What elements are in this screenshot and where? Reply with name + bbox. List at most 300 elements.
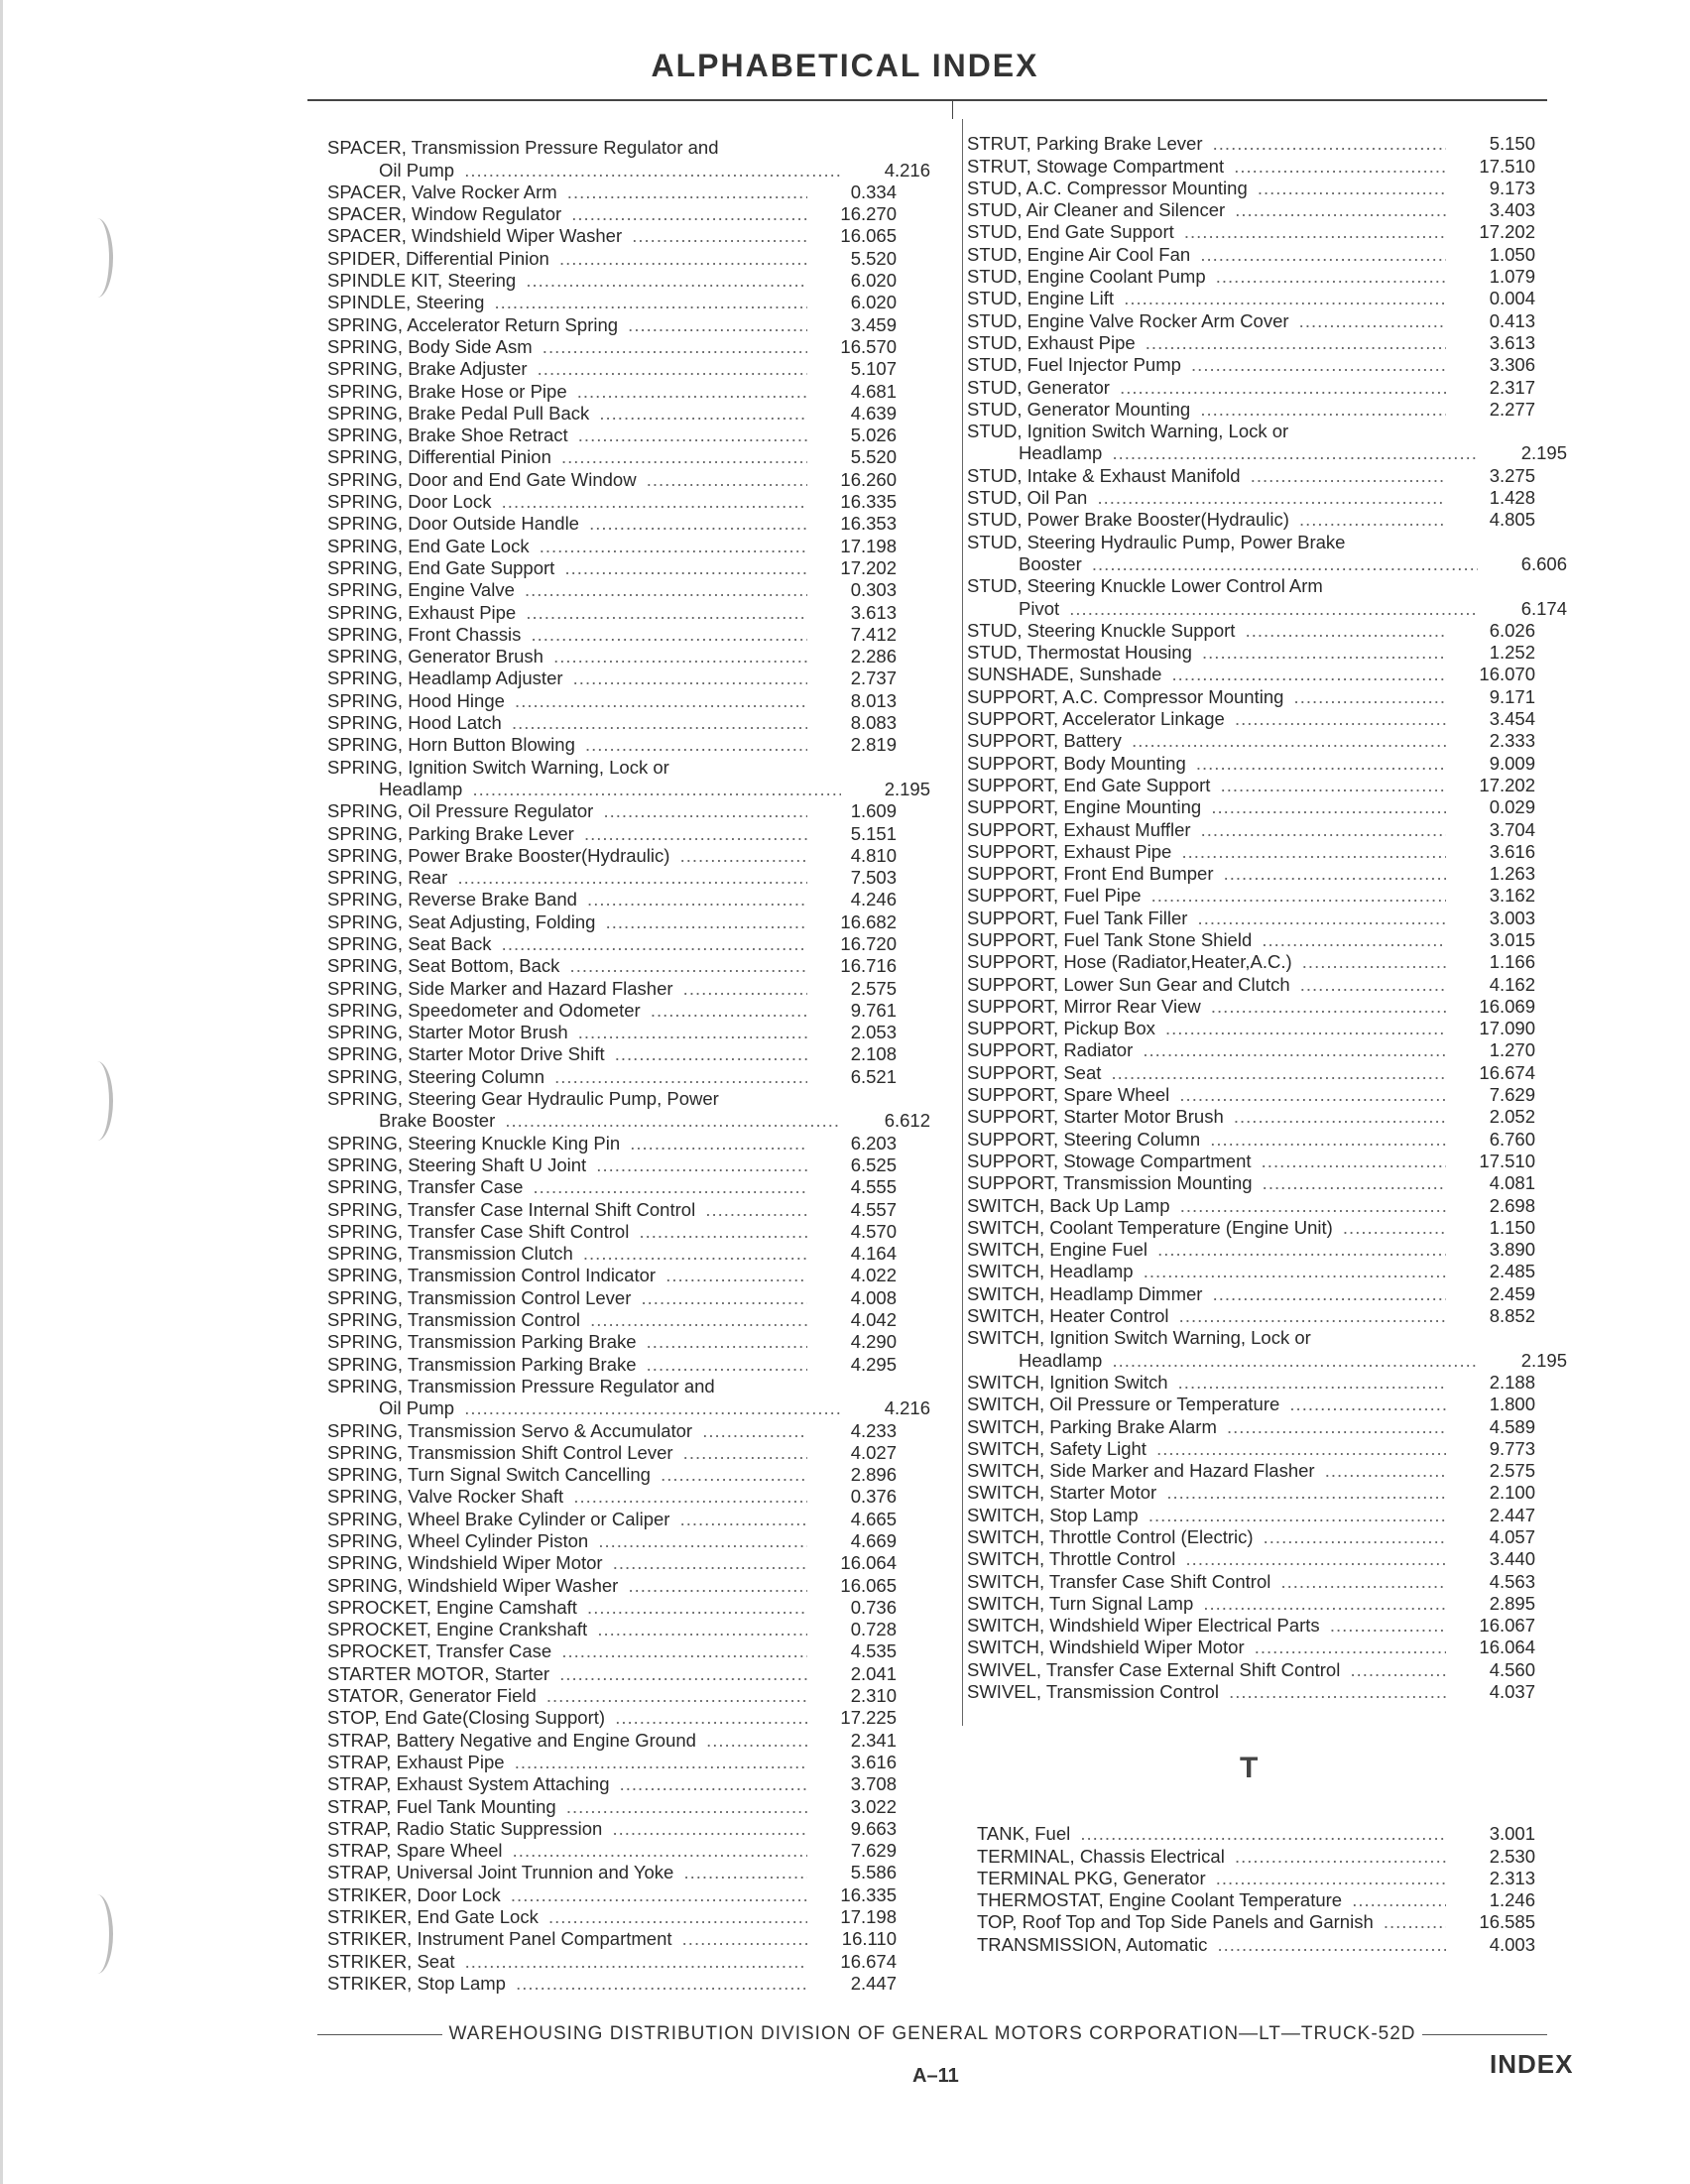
- index-entry-label: TERMINAL, Chassis Electrical: [977, 1846, 1229, 1867]
- index-entry-label: SUPPORT, Accelerator Linkage: [967, 708, 1229, 729]
- index-entry-page-ref: 4.665: [850, 1508, 897, 1529]
- index-entry-label: STRAP, Radio Static Suppression: [327, 1818, 606, 1839]
- index-entry: [327, 557, 930, 579]
- index-entry-name: [967, 133, 1446, 155]
- index-entry-name: [327, 1509, 807, 1530]
- index-entry-label: SUPPORT, Hose (Radiator,Heater,A.C.): [967, 951, 1296, 972]
- index-entry-label: Headlamp: [1019, 442, 1106, 463]
- index-entry-page-ref: 17.090: [1479, 1018, 1535, 1039]
- index-entry: [967, 1548, 1567, 1570]
- index-entry-page-ref: 2.052: [1489, 1106, 1535, 1128]
- index-entry: [967, 620, 1567, 642]
- index-entry: [967, 309, 1567, 331]
- index-entry: [967, 221, 1567, 243]
- index-entry-page-ref: 4.681: [850, 380, 897, 402]
- index-entry: [327, 468, 930, 490]
- index-entry: [967, 288, 1567, 309]
- index-entry-label: STOP, End Gate(Closing Support): [327, 1707, 609, 1728]
- index-entry-page-ref: 6.174: [1520, 597, 1567, 619]
- index-entry-name: [327, 1840, 807, 1862]
- index-entry-page-ref: 3.275: [1489, 464, 1535, 486]
- index-entry-name: [967, 598, 1478, 620]
- index-entry-page-ref: 3.616: [1489, 840, 1535, 862]
- index-entry-name: [967, 708, 1446, 730]
- index-entry-page-ref: 0.376: [850, 1486, 897, 1508]
- index-entry-label: STRAP, Spare Wheel: [327, 1840, 507, 1861]
- index-entry-name: [327, 955, 807, 977]
- index-entry-label: SUPPORT, Body Mounting: [967, 753, 1190, 774]
- index-entry-label: SPRING, Transfer Case Shift Control: [327, 1221, 633, 1242]
- index-entry-name: [967, 1172, 1446, 1194]
- index-entry-name: [327, 1176, 807, 1198]
- index-entry-page-ref: 8.083: [850, 712, 897, 734]
- index-entry: [327, 270, 930, 292]
- index-entry: [327, 756, 930, 778]
- index-entry: [327, 1883, 930, 1905]
- index-entry-label: STRIKER, Instrument Panel Compartment: [327, 1928, 676, 1949]
- index-entry-name: [327, 1973, 807, 1995]
- index-entry-label: STUD, Engine Air Cool Fan: [967, 244, 1194, 265]
- index-entry-page-ref: 4.639: [850, 402, 897, 424]
- index-entry-name: [327, 314, 807, 336]
- index-entry-page-ref: 4.555: [850, 1176, 897, 1198]
- index-entry-name: [327, 1640, 807, 1662]
- index-entry: [967, 133, 1567, 155]
- index-entry-name: [967, 951, 1446, 973]
- index-entry-name: [327, 1707, 807, 1729]
- index-entry: [967, 863, 1567, 885]
- index-entry-page-ref: 7.503: [850, 867, 897, 889]
- index-entry: [327, 535, 930, 556]
- index-entry: [967, 1372, 1567, 1394]
- index-entry: [967, 354, 1567, 376]
- index-entry-label: SUPPORT, Fuel Tank Stone Shield: [967, 929, 1256, 950]
- index-entry: [327, 624, 930, 646]
- index-entry-page-ref: 16.110: [841, 1928, 897, 1950]
- index-entry: [327, 1442, 930, 1464]
- index-entry-name: [967, 1482, 1446, 1504]
- index-entry-label: SPRING, Valve Rocker Shaft: [327, 1486, 567, 1507]
- index-entry-label: SWITCH, Oil Pressure or Temperature: [967, 1394, 1283, 1414]
- index-entry: [327, 137, 930, 159]
- index-entry-label: SPRING, Brake Adjuster: [327, 358, 532, 379]
- index-entry-page-ref: 9.761: [850, 999, 897, 1021]
- index-entry-label: STRIKER, Seat: [327, 1951, 459, 1972]
- index-entry: [967, 597, 1567, 619]
- index-entry-page-ref: 1.263: [1489, 863, 1535, 885]
- index-entry: [967, 553, 1567, 575]
- index-entry: [967, 1172, 1567, 1194]
- index-entry-label: SPRING, Hood Latch: [327, 712, 506, 733]
- index-entry-name: [967, 1018, 1446, 1039]
- index-entry-name: [967, 974, 1446, 996]
- index-entry: [327, 800, 930, 822]
- index-entry-name: [327, 911, 807, 933]
- index-entry-name: [327, 358, 807, 380]
- index-entry: [327, 1176, 930, 1198]
- index-entry-name: [967, 1637, 1446, 1658]
- index-entry: [967, 1615, 1567, 1637]
- index-entry: [327, 1552, 930, 1574]
- index-entry-name: [967, 1305, 1446, 1327]
- index-entry-name: [967, 1526, 1446, 1548]
- index-entry: [327, 1110, 930, 1132]
- index-entry: [327, 779, 930, 800]
- index-entry-name: [327, 867, 807, 889]
- index-entry-name: [327, 1000, 807, 1022]
- index-entry-label: SUPPORT, Stowage Compartment: [967, 1151, 1256, 1171]
- index-entry-name: [977, 1868, 1446, 1889]
- column-divider: [962, 119, 963, 1726]
- index-entry-page-ref: 6.606: [1520, 552, 1567, 574]
- index-entry-page-ref: 3.454: [1489, 708, 1535, 730]
- index-entry-name: [967, 553, 1478, 575]
- index-entry-label: SWITCH, Stop Lamp: [967, 1505, 1143, 1525]
- index-entry-label: THERMOSTAT, Engine Coolant Temperature: [977, 1889, 1346, 1910]
- index-entry: [327, 336, 930, 358]
- index-entry-label: SPRING, Exhaust Pipe: [327, 602, 520, 623]
- index-entry: [967, 1570, 1567, 1592]
- index-entry-page-ref: 4.164: [850, 1243, 897, 1265]
- index-entry-label: SPRING, Transfer Case: [327, 1176, 527, 1197]
- index-entry-page-ref: 7.629: [850, 1840, 897, 1862]
- index-entry-page-ref: 2.819: [850, 734, 897, 756]
- index-entry-name: [327, 734, 807, 756]
- index-entry-label: SPRING, Brake Shoe Retract: [327, 425, 572, 445]
- index-entry-name: [327, 1331, 807, 1353]
- index-entry-page-ref: 5.520: [850, 446, 897, 468]
- index-entry: [327, 1397, 930, 1419]
- index-entry-name: [967, 1239, 1446, 1261]
- index-entry: [967, 155, 1567, 177]
- index-entry-label: SUPPORT, Seat: [967, 1062, 1105, 1083]
- index-entry-name: [327, 1951, 807, 1973]
- index-entry: [327, 1154, 930, 1176]
- index-entry-label: SPRING, Turn Signal Switch Cancelling: [327, 1464, 655, 1485]
- index-entry-page-ref: 17.225: [840, 1707, 897, 1729]
- index-entry-name: [327, 1796, 807, 1818]
- index-entry-page-ref: 7.629: [1489, 1084, 1535, 1106]
- index-entry-name: [327, 1287, 807, 1309]
- index-entry-name: [977, 1823, 1446, 1845]
- index-entry-label: SWITCH, Heater Control: [967, 1305, 1173, 1326]
- index-entry-page-ref: 4.022: [850, 1265, 897, 1286]
- index-entry-page-ref: 2.530: [1489, 1845, 1535, 1867]
- index-entry-page-ref: 16.260: [840, 468, 897, 490]
- index-entry-page-ref: 2.459: [1489, 1282, 1535, 1304]
- index-entry-name: [327, 1818, 807, 1840]
- index-entry-page-ref: 5.026: [850, 425, 897, 446]
- index-entry-label: SWITCH, Ignition Switch: [967, 1372, 1172, 1393]
- index-entry-name: [327, 667, 807, 689]
- index-entry-label: SPRING, Brake Hose or Pipe: [327, 381, 571, 402]
- index-entry: [967, 685, 1567, 707]
- footer-publisher-text: WAREHOUSING DISTRIBUTION DIVISION OF GENERAL MOTORS CORPORATION—LT—TRUCK-52D: [448, 2023, 1416, 2044]
- index-entry-label: STUD, Engine Valve Rocker Arm Cover: [967, 310, 1293, 331]
- index-entry-page-ref: 16.335: [840, 491, 897, 513]
- section-letter-t: T: [1240, 1752, 1259, 1784]
- index-entry-label: SPACER, Windshield Wiper Washer: [327, 225, 626, 246]
- index-entry-page-ref: 4.810: [850, 844, 897, 866]
- index-entry: [967, 531, 1567, 552]
- index-entry-page-ref: 0.736: [850, 1596, 897, 1618]
- index-entry-page-ref: 4.027: [850, 1441, 897, 1463]
- index-entry-name: [327, 1730, 807, 1752]
- index-entry-name: [967, 465, 1446, 487]
- index-entry-label: SPRING, Parking Brake Lever: [327, 823, 578, 844]
- index-entry-page-ref: 2.333: [1489, 730, 1535, 752]
- index-entry: [327, 579, 930, 601]
- index-entry-name: [327, 1619, 807, 1640]
- index-entry: [967, 1681, 1567, 1703]
- index-entry-label: SWIVEL, Transmission Control: [967, 1681, 1223, 1702]
- page-title: ALPHABETICAL INDEX: [651, 48, 1039, 83]
- index-entry: [327, 1353, 930, 1375]
- index-entry-page-ref: 5.520: [850, 247, 897, 269]
- index-entry-label: STUD, Generator Mounting: [967, 399, 1194, 420]
- index-entry-name: [967, 332, 1446, 354]
- index-entry-label: STUD, Oil Pan: [967, 487, 1091, 508]
- index-entry-name: [967, 310, 1446, 332]
- index-entry: [967, 487, 1567, 509]
- index-entry-label: SUPPORT, Mirror Rear View: [967, 996, 1205, 1017]
- index-entry-label: STRAP, Fuel Tank Mounting: [327, 1796, 560, 1817]
- index-entry-name: [967, 1039, 1446, 1061]
- index-entry-page-ref: 4.560: [1489, 1658, 1535, 1680]
- index-entry-name: [967, 532, 1446, 553]
- footer-line: [317, 2023, 1547, 2045]
- index-entry-label: SPINDLE KIT, Steering: [327, 270, 520, 291]
- index-entry: [967, 1349, 1567, 1371]
- index-entry-page-ref: 8.852: [1489, 1305, 1535, 1327]
- index-entry-label: SPRING, Steering Gear Hydraulic Pump, Power: [327, 1088, 723, 1109]
- index-entry-page-ref: 2.195: [1520, 1349, 1567, 1371]
- index-entry: [327, 1795, 930, 1817]
- index-entry: [967, 929, 1567, 951]
- index-entry-label: SPRING, Reverse Brake Band: [327, 889, 581, 910]
- index-entry: [967, 1261, 1567, 1282]
- index-entry-name: [327, 602, 807, 624]
- index-entry-name: [327, 889, 807, 910]
- index-entry-label: SPRING, Transmission Shift Control Lever: [327, 1442, 677, 1463]
- index-entry: [327, 910, 930, 932]
- index-entry-page-ref: 6.760: [1489, 1128, 1535, 1150]
- index-entry-page-ref: 4.057: [1489, 1526, 1535, 1547]
- index-entry: [327, 1043, 930, 1065]
- index-entry-page-ref: 4.003: [1489, 1933, 1535, 1955]
- index-entry-label: SPRING, Transmission Pressure Regulator and: [327, 1376, 719, 1396]
- index-entry-name: [967, 266, 1446, 288]
- index-entry-page-ref: 3.616: [850, 1751, 897, 1772]
- index-entry: [327, 1640, 930, 1662]
- index-entry: [327, 889, 930, 910]
- index-entry: [967, 1106, 1567, 1128]
- index-entry-name: [327, 1442, 807, 1464]
- index-entry: [967, 752, 1567, 774]
- index-entry-label: SPRING, Front Chassis: [327, 624, 525, 645]
- index-entry-name: [967, 908, 1446, 929]
- index-entry-name: [967, 1681, 1446, 1703]
- index-entry-page-ref: 5.586: [850, 1862, 897, 1883]
- index-entry-page-ref: 2.108: [850, 1043, 897, 1065]
- index-entry-page-ref: 9.009: [1489, 752, 1535, 774]
- index-entry-label: SUPPORT, Steering Column: [967, 1129, 1204, 1150]
- index-entry: [967, 575, 1567, 597]
- index-entry-label: SWITCH, Parking Brake Alarm: [967, 1416, 1221, 1437]
- index-entry-name: [967, 1327, 1446, 1349]
- index-entry: [967, 1438, 1567, 1460]
- index-entry-label: SPRING, Brake Pedal Pull Back: [327, 403, 593, 424]
- index-entry: [967, 1239, 1567, 1261]
- index-entry: [327, 1088, 930, 1110]
- index-entry-page-ref: 4.589: [1489, 1415, 1535, 1437]
- index-entry: [967, 421, 1567, 442]
- index-entry-page-ref: 4.216: [884, 1397, 930, 1419]
- index-entry: [327, 1729, 930, 1751]
- index-entry-label: SPRING, Hood Hinge: [327, 690, 509, 711]
- index-entry-name: [967, 1106, 1446, 1128]
- index-entry: [967, 178, 1567, 199]
- index-entry-page-ref: 6.026: [1489, 619, 1535, 641]
- index-entry-name: [327, 1199, 807, 1221]
- index-entry-name: [967, 1505, 1446, 1526]
- index-entry-label: SWITCH, Turn Signal Lamp: [967, 1593, 1197, 1614]
- index-entry-page-ref: 2.041: [850, 1662, 897, 1684]
- index-entry-label: SWITCH, Throttle Control: [967, 1548, 1179, 1569]
- index-entry-label: SUPPORT, Fuel Tank Filler: [967, 908, 1191, 928]
- page-number: A–11: [912, 2065, 959, 2087]
- index-entry-name: [327, 779, 841, 800]
- index-entry-page-ref: 3.003: [1489, 907, 1535, 928]
- index-entry-label: STRAP, Exhaust Pipe: [327, 1752, 509, 1772]
- index-entry-page-ref: 16.353: [840, 513, 897, 535]
- index-entry-page-ref: 2.313: [1489, 1867, 1535, 1888]
- index-entry: [967, 973, 1567, 995]
- index-entry: [967, 775, 1567, 796]
- index-entry-label: SPRING, Speedometer and Odometer: [327, 1000, 645, 1021]
- index-entry-label: STUD, End Gate Support: [967, 221, 1178, 242]
- index-entry-page-ref: 3.613: [850, 601, 897, 623]
- index-entry-page-ref: 2.575: [850, 977, 897, 999]
- index-entry-name: [967, 1460, 1446, 1482]
- index-entry: [327, 1000, 930, 1022]
- index-entry-label: SPRING, Windshield Wiper Motor: [327, 1552, 607, 1573]
- index-entry-name: [327, 1862, 807, 1883]
- index-entry-name: [327, 1066, 807, 1088]
- index-entry-label: SPRING, Transfer Case Internal Shift Control: [327, 1199, 699, 1220]
- index-entry-page-ref: 3.890: [1489, 1239, 1535, 1261]
- index-entry-label: SUPPORT, Front End Bumper: [967, 863, 1217, 884]
- index-entry-label: SWITCH, Side Marker and Hazard Flasher: [967, 1460, 1319, 1481]
- index-entry: [967, 796, 1567, 818]
- index-entry-name: [977, 1911, 1446, 1933]
- index-entry-page-ref: 2.575: [1489, 1460, 1535, 1482]
- index-entry-label: SPACER, Window Regulator: [327, 203, 565, 224]
- index-entry-label: STARTER MOTOR, Starter: [327, 1663, 553, 1684]
- index-entry: [967, 818, 1567, 840]
- index-entry-page-ref: 3.162: [1489, 885, 1535, 907]
- index-entry-label: TRANSMISSION, Automatic: [977, 1934, 1211, 1955]
- index-entry-label: SPROCKET, Transfer Case: [327, 1640, 555, 1661]
- index-entry-page-ref: 4.037: [1489, 1681, 1535, 1703]
- index-entry-page-ref: 3.001: [1489, 1823, 1535, 1845]
- index-entry-name: [327, 1088, 807, 1110]
- index-entry-page-ref: 4.290: [850, 1331, 897, 1353]
- index-entry-name: [327, 557, 807, 579]
- index-entry-name: [327, 1309, 807, 1331]
- index-entry-label: SUNSHADE, Sunshade: [967, 664, 1165, 684]
- index-entry-page-ref: 5.151: [850, 822, 897, 844]
- index-entry-label: SUPPORT, Spare Wheel: [967, 1084, 1173, 1105]
- index-entry: [327, 689, 930, 711]
- index-entry-page-ref: 4.570: [850, 1220, 897, 1242]
- index-entry: [327, 822, 930, 844]
- index-entry-name: [967, 1438, 1446, 1460]
- index-entry-name: [327, 270, 807, 292]
- index-entry-name: [327, 823, 807, 845]
- index-entry: [327, 1265, 930, 1286]
- index-entry-name: [327, 446, 807, 468]
- index-entry-label: SUPPORT, Battery: [967, 730, 1126, 751]
- index-entry: [327, 1973, 930, 1995]
- index-entry: [967, 442, 1567, 464]
- index-entry-page-ref: 4.233: [850, 1419, 897, 1441]
- index-column-left: [327, 137, 930, 1995]
- index-entry: [967, 1526, 1567, 1548]
- index-entry-name: [327, 403, 807, 425]
- index-entry-name: [327, 1464, 807, 1486]
- index-entry-name: [977, 1846, 1446, 1868]
- index-entry-page-ref: 2.310: [850, 1685, 897, 1707]
- index-entry: [327, 955, 930, 977]
- index-entry-label: SWITCH, Coolant Temperature (Engine Unit): [967, 1217, 1337, 1238]
- index-entry-label: STRAP, Exhaust System Attaching: [327, 1773, 614, 1794]
- index-entry-page-ref: 16.716: [840, 955, 897, 977]
- index-entry-label: SWITCH, Safety Light: [967, 1438, 1150, 1459]
- index-entry-label: SPRING, Headlamp Adjuster: [327, 667, 567, 688]
- index-entry-page-ref: 1.800: [1489, 1394, 1535, 1415]
- index-entry-name: [327, 469, 807, 491]
- index-entry-label: SWITCH, Ignition Switch Warning, Lock or: [967, 1327, 1315, 1348]
- index-entry-name: [327, 1906, 807, 1928]
- index-entry-page-ref: 9.173: [1489, 177, 1535, 198]
- index-entry-label: STUD, Air Cleaner and Silencer: [967, 199, 1229, 220]
- index-entry-name: [967, 156, 1446, 178]
- index-entry-label: SPRING, Starter Motor Drive Shift: [327, 1043, 609, 1064]
- index-entry-page-ref: 16.067: [1479, 1615, 1535, 1637]
- index-entry-name: [967, 178, 1446, 199]
- index-entry-name: [967, 1394, 1446, 1415]
- index-entry: [967, 1018, 1567, 1039]
- index-entry: [967, 1593, 1567, 1615]
- index-entry-label: SPRING, Side Marker and Hazard Flasher: [327, 978, 677, 999]
- index-entry-name: [967, 796, 1446, 818]
- index-entry-page-ref: 17.510: [1479, 155, 1535, 177]
- index-entry-label: SPRING, Seat Adjusting, Folding: [327, 911, 599, 932]
- index-entry-name: [967, 664, 1446, 685]
- index-entry-page-ref: 16.585: [1479, 1911, 1535, 1933]
- index-entry-name: [327, 1752, 807, 1773]
- index-entry: [327, 1707, 930, 1729]
- index-entry-name: [967, 1151, 1446, 1172]
- index-entry-name: [967, 1195, 1446, 1217]
- index-entry-label: SWITCH, Headlamp Dimmer: [967, 1283, 1206, 1304]
- index-entry-page-ref: 2.895: [1489, 1592, 1535, 1614]
- index-entry-page-ref: 1.609: [850, 800, 897, 822]
- index-entry-page-ref: 4.805: [1489, 509, 1535, 531]
- index-entry-name: [967, 1283, 1446, 1305]
- index-entry-name: [967, 730, 1446, 752]
